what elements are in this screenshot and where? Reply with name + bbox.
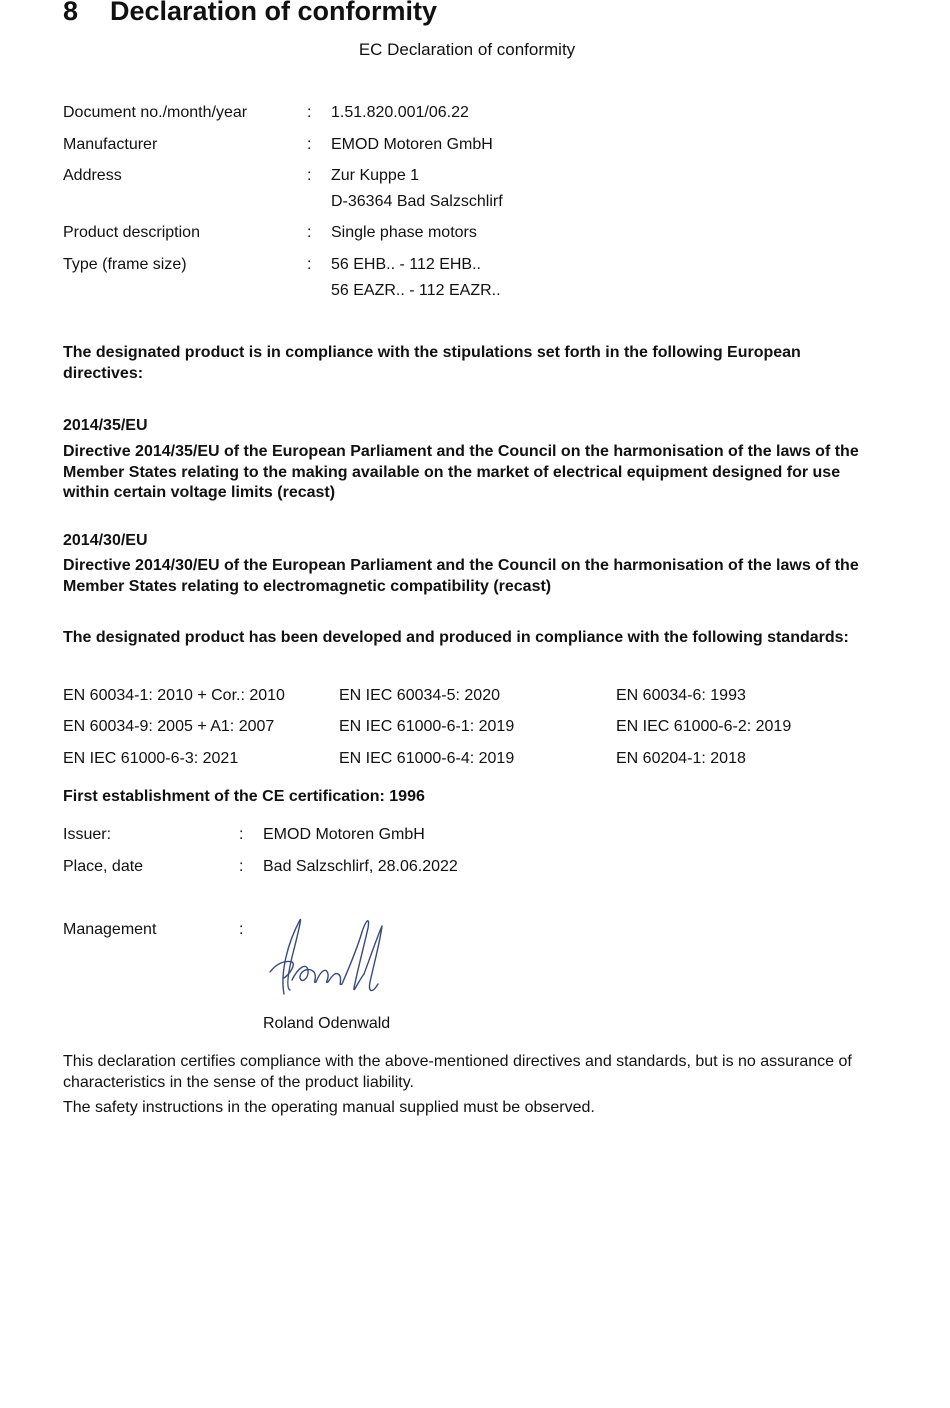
- detail-label-document-no: Document no./month/year: [63, 104, 248, 121]
- standard-item: EN IEC 61000-6-1: 2019: [339, 718, 515, 735]
- standard-item: EN IEC 61000-6-3: 2021: [63, 750, 239, 767]
- standard-item: EN 60034-6: 1993: [616, 687, 746, 704]
- detail-colon: :: [307, 167, 312, 184]
- detail-label-type: Type (frame size): [63, 256, 187, 273]
- detail-value-manufacturer: EMOD Motoren GmbH: [331, 136, 493, 153]
- first-establishment: First establishment of the CE certification: 1996: [63, 788, 425, 805]
- detail-label-product-description: Product description: [63, 224, 200, 241]
- standards-intro: The designated product has been developed and produced in compliance with the following standards:: [63, 629, 849, 646]
- issuer-colon: :: [239, 826, 244, 843]
- detail-colon: :: [307, 256, 312, 273]
- safety-note: The safety instructions in the operating manual supplied must be observed.: [63, 1099, 595, 1116]
- detail-value-address-line1: Zur Kuppe 1: [331, 167, 420, 184]
- page-title: Declaration of conformity: [110, 0, 438, 26]
- place-date-value: Bad Salzschlirf, 28.06.2022: [263, 858, 458, 875]
- detail-value-address-line2: D-36364 Bad Salzschlirf: [331, 193, 503, 210]
- standard-item: EN 60204-1: 2018: [616, 750, 746, 767]
- standard-item: EN IEC 61000-6-2: 2019: [616, 718, 792, 735]
- detail-value-type-line2: 56 EAZR.. - 112 EAZR..: [331, 282, 501, 299]
- section-number: 8: [63, 0, 79, 26]
- detail-colon: :: [307, 104, 312, 121]
- compliance-intro: The designated product is in compliance with the stipulations set forth in the following European directives:: [63, 344, 801, 382]
- management-label: Management: [63, 921, 157, 938]
- directive-code: 2014/35/EU: [63, 417, 148, 434]
- place-date-colon: :: [239, 858, 244, 875]
- standard-item: EN 60034-9: 2005 + A1: 2007: [63, 718, 275, 735]
- standard-item: EN IEC 61000-6-4: 2019: [339, 750, 515, 767]
- detail-colon: :: [307, 136, 312, 153]
- issuer-label: Issuer:: [63, 826, 112, 843]
- directive-text: Directive 2014/30/EU of the European Parliament and the Council on the harmonisation of the laws of the Member States relating to electromagnetic compatibility (recast): [63, 557, 859, 595]
- issuer-value: EMOD Motoren GmbH: [263, 826, 425, 843]
- detail-colon: :: [307, 224, 312, 241]
- directive-code: 2014/30/EU: [63, 532, 148, 549]
- standard-item: EN 60034-1: 2010 + Cor.: 2010: [63, 687, 285, 704]
- directive-text: Directive 2014/35/EU of the European Parliament and the Council on the harmonisation of the laws of the Member States relating to the making available on the market of electrical equipment designed for use within certain voltage limits (recast): [63, 443, 859, 501]
- disclaimer: This declaration certifies compliance with the above-mentioned directives and standards, but is no assurance of characteristics in the sense of the product liability.: [63, 1053, 852, 1091]
- detail-value-document-no: 1.51.820.001/06.22: [331, 104, 469, 121]
- place-date-label: Place, date: [63, 858, 144, 875]
- detail-label-address: Address: [63, 167, 122, 184]
- detail-label-manufacturer: Manufacturer: [63, 136, 158, 153]
- document-subtitle: EC Declaration of conformity: [358, 40, 576, 59]
- standard-item: EN IEC 60034-5: 2020: [339, 687, 500, 704]
- management-colon: :: [239, 921, 244, 938]
- detail-value-type-line1: 56 EHB.. - 112 EHB..: [331, 256, 481, 273]
- signer-name: Roland Odenwald: [263, 1015, 391, 1032]
- detail-value-product-description: Single phase motors: [331, 224, 477, 241]
- handwritten-signature: [262, 912, 392, 1012]
